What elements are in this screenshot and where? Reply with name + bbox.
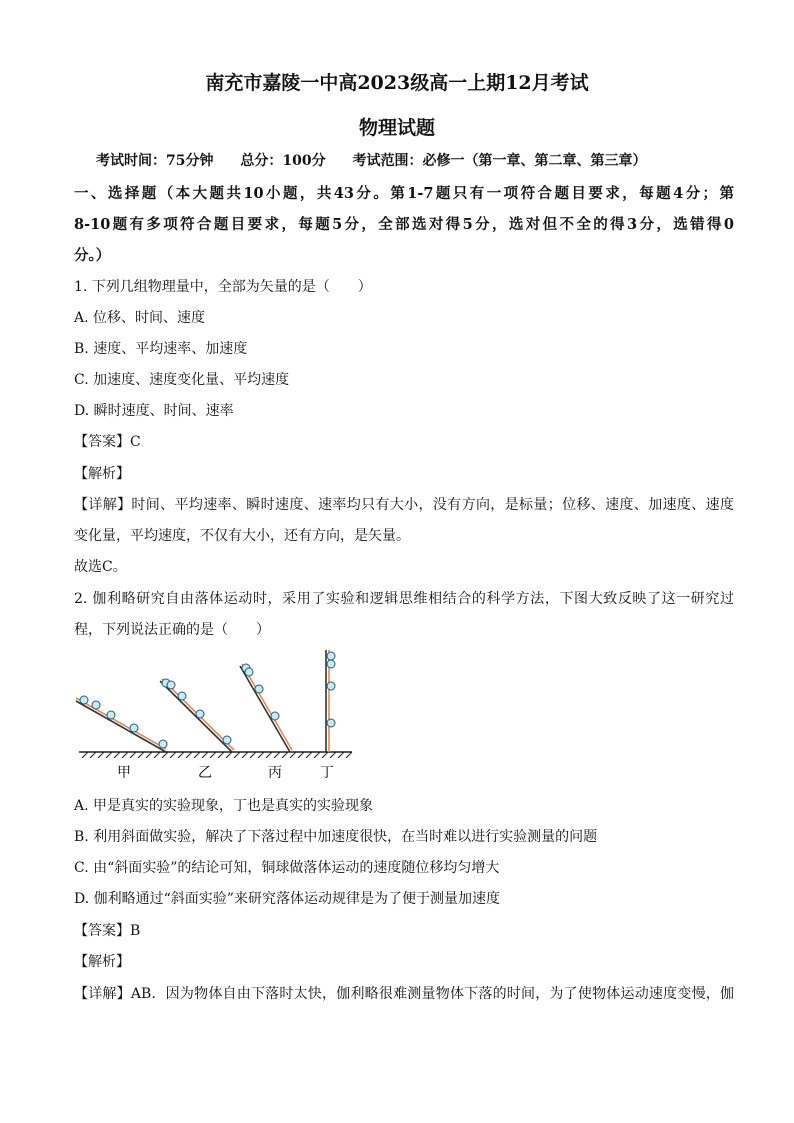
ball [255, 685, 263, 693]
ball [327, 652, 335, 660]
q2-option-b: B. 利用斜面做实验，解决了下落过程中加速度很快，在当时难以进行实验测量的问题 [74, 829, 598, 845]
ball [196, 710, 204, 718]
page-subtitle: 物理试题 [358, 117, 435, 139]
exam-info [96, 150, 756, 170]
ball [245, 668, 253, 676]
figure-label-yi: 乙 [198, 765, 212, 781]
q1-option-d: D. 瞬时速度、时间、速率 [74, 403, 234, 419]
figure-label-jia: 甲 [117, 765, 131, 781]
q2-option-a: A. 甲是真实的实验现象，丁也是真实的实验现象 [74, 798, 374, 814]
incline-ding [326, 650, 335, 752]
ball [271, 712, 279, 720]
ball [107, 711, 115, 719]
ball [178, 692, 186, 700]
ball [223, 736, 231, 744]
page-title: 南充市嘉陵一中高2023级高一上期12月考试 [205, 72, 589, 94]
q2-detail-line1: 【详解】AB．因为物体自由下落时太快，伽利略很难测量物体下落的时间，为了使物体运动速度变慢，伽 [74, 986, 734, 1002]
q2-option-c: C. 由“斜面实验”的结论可知，铜球做落体运动的速度随位移均匀增大 [74, 860, 500, 876]
q2-analysis: 【解析】 [74, 954, 130, 970]
q1-conclusion: 故选C。 [74, 559, 127, 575]
section-heading-line2: 8-10题有多项符合题目要求，每题5分，全部选对得5分，选对但不全的得3分，选错得0 [74, 216, 734, 233]
q1-analysis: 【解析】 [74, 466, 130, 482]
galileo-incline-figure [74, 646, 359, 786]
section-heading-line1: 一、选择题（本大题共10小题，共43分。第1-7题只有一项符合题目要求，每题4分；第 [74, 185, 734, 202]
ball [80, 696, 88, 704]
q2-answer: 【答案】B [74, 923, 141, 939]
ball [130, 724, 138, 732]
ball [327, 719, 335, 727]
section-heading-line3: 分。） [74, 247, 111, 264]
ball [327, 682, 335, 690]
q1-option-a: A. 位移、时间、速度 [74, 310, 206, 326]
q2-option-d: D. 伽利略通过“斜面实验”来研究落体运动规律是为了便于测量加速度 [74, 891, 500, 907]
q2-stem-line2: 程，下列说法正确的是（ ） [74, 622, 270, 638]
q1-stem: 1. 下列几组物理量中，全部为矢量的是（ ） [74, 279, 372, 295]
exam-score: 总分：100分 [240, 153, 326, 169]
q1-option-b: B. 速度、平均速率、加速度 [74, 341, 248, 357]
figure-label-bing: 丙 [268, 765, 282, 781]
ground-hatching [82, 752, 352, 758]
ball [159, 740, 167, 748]
incline-jia [76, 696, 167, 752]
incline-yi [160, 679, 234, 752]
figure-label-ding: 丁 [320, 765, 334, 781]
ball [167, 681, 175, 689]
q1-detail-line1: 【详解】时间、平均速率、瞬时速度、速率均只有大小，没有方向，是标量；位移、速度、加速度、速度 [74, 497, 734, 513]
q1-answer: 【答案】C [74, 434, 141, 450]
incline-bing [240, 664, 292, 752]
exam-scope: 考试范围：必修一（第一章、第二章、第三章） [352, 153, 647, 169]
ball [327, 660, 335, 668]
q1-option-c: C. 加速度、速度变化量、平均速度 [74, 372, 290, 388]
ball [92, 701, 100, 709]
q1-detail-line2: 变化量，平均速度，不仅有大小，还有方向，是矢量。 [74, 528, 410, 544]
q2-stem-line1: 2. 伽利略研究自由落体运动时，采用了实验和逻辑思维相结合的科学方法，下图大致反映了这一研究过 [74, 591, 734, 607]
exam-time: 考试时间：75分钟 [96, 153, 214, 169]
